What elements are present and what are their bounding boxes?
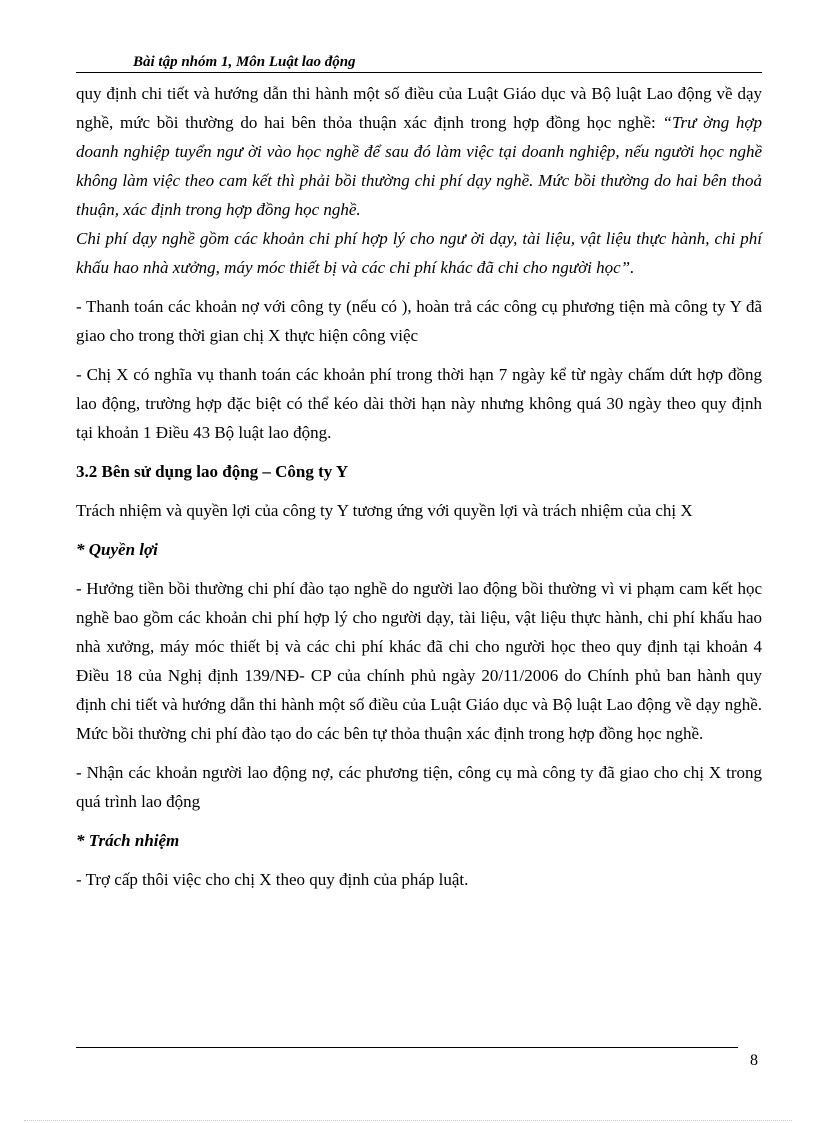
paragraph-receive-debts: - Nhận các khoản người lao động nợ, các phương tiện, công cụ mà công ty đã giao cho chị X trong quá trình lao động <box>76 763 762 811</box>
paragraph-compensation-rules <box>76 79 762 224</box>
paragraph-intro-text: quy định chi tiết và hướng dẫn thi hành một số điều của Luật Giáo dục và Bộ luật Lao động về dạy nghề, mức bồi thường do hai bên thỏa thuận xác định trong hợp đồng học nghề: <box>76 84 762 132</box>
header-divider <box>76 72 762 73</box>
paragraph-payment-deadline: - Chị X có nghĩa vụ thanh toán các khoản phí trong thời hạn 7 ngày kể từ ngày chấm dứt hợp đồng lao động, trường hợp đặc biệt có thể kéo dài thời hạn này nhưng không quá 30 ngày theo quy định tại khoản 1 Điều 43 Bộ luật lao động. <box>76 365 762 442</box>
subheading-rights: * Quyền lợi <box>76 540 158 559</box>
paragraph-debt-settlement: - Thanh toán các khoản nợ với công ty (nếu có ), hoàn trả các công cụ phương tiện mà công ty Y đã giao cho trong thời gian chị X thực hiện công việc <box>76 297 762 345</box>
paragraph-severance: - Trợ cấp thôi việc cho chị X theo quy định của pháp luật. <box>76 870 469 889</box>
section-heading-employer: 3.2 Bên sử dụng lao động – Công ty Y <box>76 462 349 481</box>
quoted-regulation-text: “Trư ờng hợp doanh nghiệp tuyển ngư ời vào học nghề để sau đó làm việc tại doanh nghiệp, nếu người học nghề không làm việc theo cam kết thì phải bồi thường chi phí dạy nghề. Mức bồi thường do hai bên thoả thuận, xác định trong hợp đồng học nghề. <box>76 113 763 219</box>
page-content <box>76 79 762 904</box>
paragraph-training-costs-quote: Chi phí dạy nghề gồm các khoản chi phí hợp lý cho ngư ời dạy, tài liệu, vật liệu thực hành, chi phí khấu hao nhà xưởng, máy móc thiết bị và các chi phí khác đã chi cho người học”. <box>76 229 762 277</box>
subheading-duties: * Trách nhiệm <box>76 831 180 850</box>
footer-divider <box>76 1047 738 1048</box>
page-number: 8 <box>750 1052 758 1069</box>
paragraph-training-compensation: - Hưởng tiền bồi thường chi phí đào tạo nghề do người lao động bồi thường vì vi phạm cam kết học nghề bao gồm các khoản chi phí hợp lý cho người dạy, tài liệu, vật liệu thực hành, chi phí khấu hao nhà xưởng, máy móc thiết bị và các chi phí khác đã chi cho người học theo quy định tại khoản 4 Điều 18 của Nghị định 139/NĐ- CP của chính phủ ngày 20/11/2006 do Chính phủ ban hành quy định chi tiết và hướng dẫn thi hành một số điều của Luật Giáo dục và Bộ luật Lao động về dạy nghề. Mức bồi thường chi phí đào tạo do các bên tự thỏa thuận xác định trong hợp đồng học nghề. <box>76 579 762 743</box>
running-header: Bài tập nhóm 1, Môn Luật lao động <box>133 54 356 70</box>
paragraph-employer-summary: Trách nhiệm và quyền lợi của công ty Y tương ứng với quyền lợi và trách nhiệm của chị X <box>76 501 693 520</box>
page-bottom-dotted-divider <box>24 1120 792 1121</box>
